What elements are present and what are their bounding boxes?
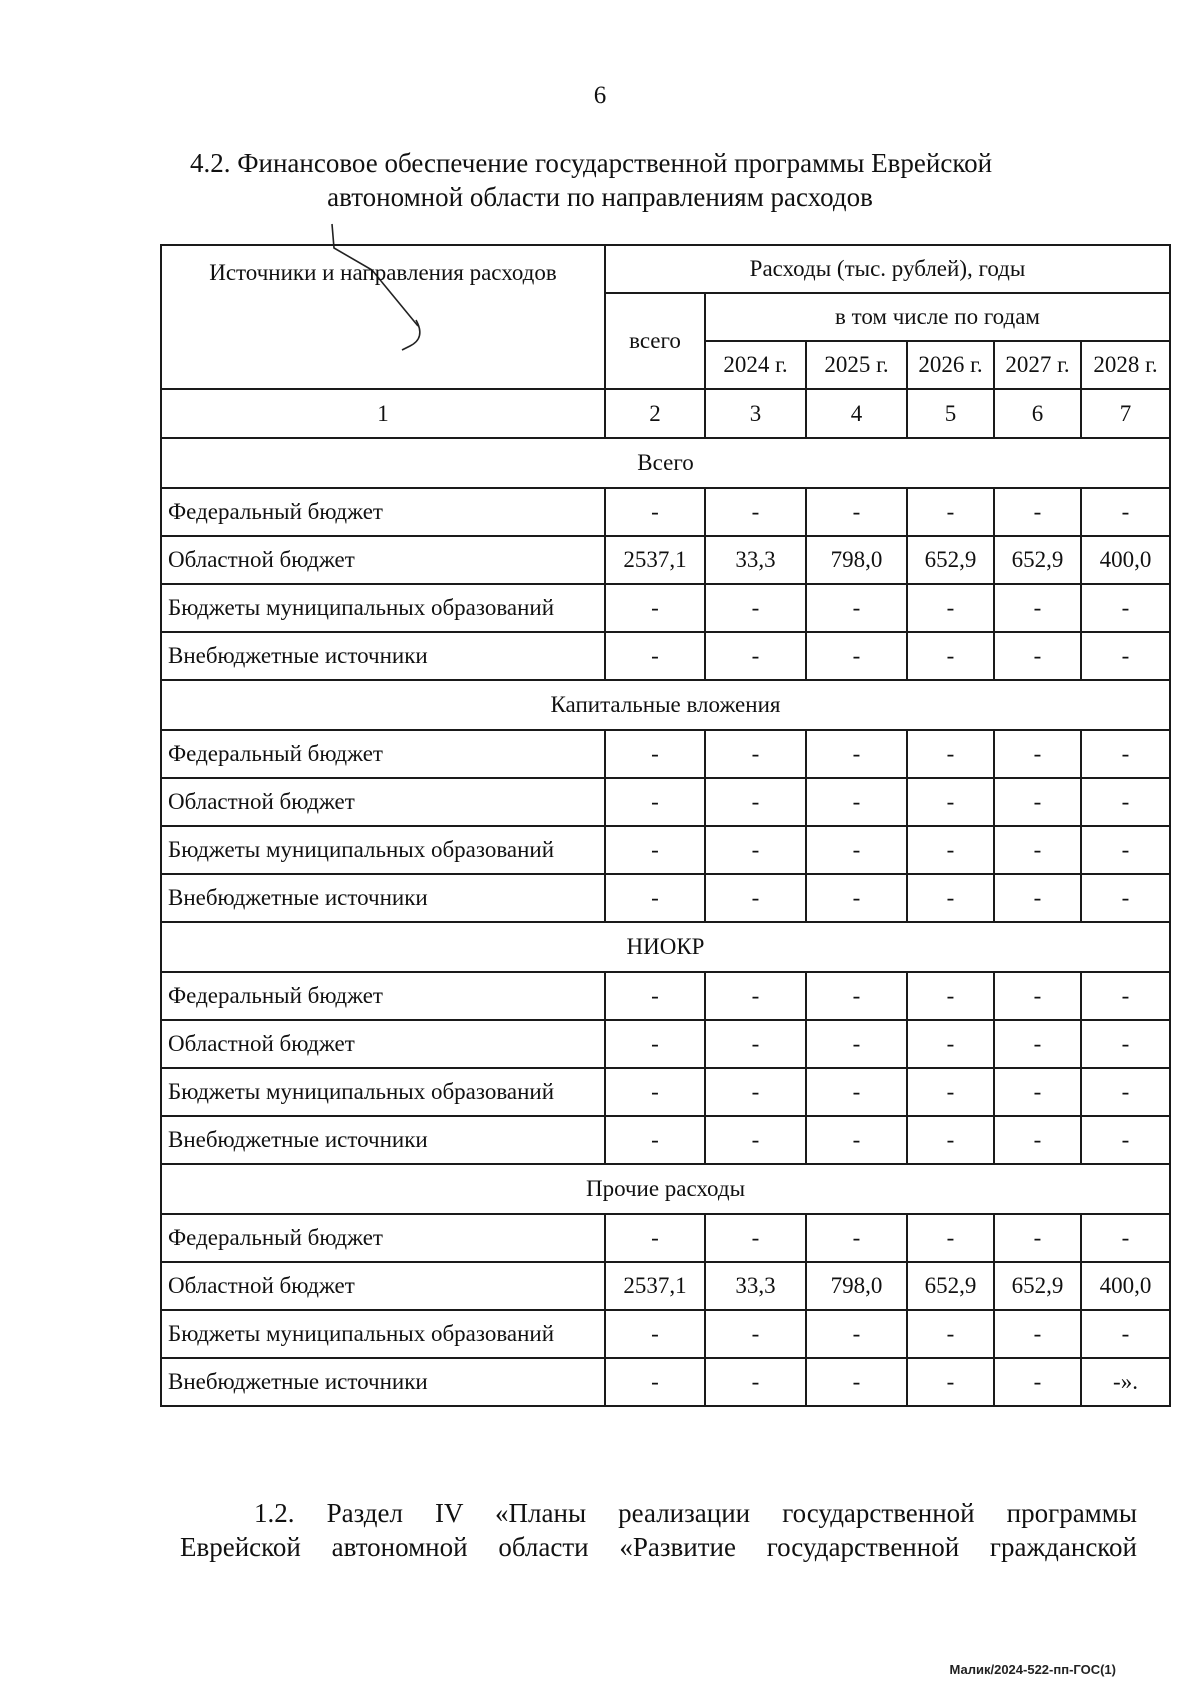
value-cell: - <box>994 972 1081 1020</box>
group-row <box>161 438 1170 488</box>
value-cell: - <box>907 972 994 1020</box>
value-cell: 798,0 <box>806 1262 907 1310</box>
value-cell: - <box>705 584 806 632</box>
value-cell: - <box>1081 632 1170 680</box>
group-row <box>161 1164 1170 1214</box>
column-number: 1 <box>161 389 605 438</box>
header-year-2028: 2028 г. <box>1081 341 1170 389</box>
group-row <box>161 680 1170 730</box>
column-number: 5 <box>907 389 994 438</box>
value-cell: - <box>994 730 1081 778</box>
value-cell: 400,0 <box>1081 536 1170 584</box>
value-cell: - <box>1081 1116 1170 1164</box>
value-cell: - <box>705 632 806 680</box>
table-row <box>161 1310 1170 1358</box>
source-cell: Федеральный бюджет <box>161 1214 605 1262</box>
value-cell: - <box>907 1068 994 1116</box>
source-cell: Бюджеты муниципальных образований <box>161 826 605 874</box>
value-cell: - <box>806 632 907 680</box>
source-cell: Областной бюджет <box>161 1020 605 1068</box>
value-cell: - <box>705 730 806 778</box>
header-expenses: Расходы (тыс. рублей), годы <box>605 245 1170 293</box>
value-cell: - <box>806 1358 907 1406</box>
page-number: 6 <box>593 82 607 109</box>
value-cell: - <box>705 488 806 536</box>
value-cell: - <box>705 1116 806 1164</box>
group-title: Всего <box>161 438 1170 488</box>
header-by-years: в том числе по годам <box>705 293 1170 341</box>
table-row <box>161 972 1170 1020</box>
table-row <box>161 1214 1170 1262</box>
value-cell: - <box>907 1358 994 1406</box>
value-cell: - <box>907 1310 994 1358</box>
value-cell: - <box>1081 972 1170 1020</box>
table-row <box>161 826 1170 874</box>
value-cell: - <box>806 1310 907 1358</box>
table-row <box>161 1020 1170 1068</box>
column-numbers-row <box>161 389 1170 438</box>
section-title-line-2: автономной области по направлениям расходов <box>327 182 873 212</box>
source-cell: Федеральный бюджет <box>161 488 605 536</box>
value-cell: 33,3 <box>705 536 806 584</box>
table-row <box>161 1068 1170 1116</box>
value-cell: - <box>705 826 806 874</box>
value-cell: - <box>806 584 907 632</box>
body-text <box>180 1496 1137 1564</box>
value-cell: - <box>907 874 994 922</box>
value-cell: - <box>1081 826 1170 874</box>
value-cell: - <box>605 632 705 680</box>
column-number: 2 <box>605 389 705 438</box>
table-row <box>161 1358 1170 1406</box>
source-cell: Бюджеты муниципальных образований <box>161 1310 605 1358</box>
body-text-line-1: 1.2. Раздел IV «Планы реализации государственной программы <box>254 1498 1137 1528</box>
value-cell: - <box>605 1020 705 1068</box>
group-title: Капитальные вложения <box>161 680 1170 730</box>
value-cell: - <box>907 826 994 874</box>
source-cell: Областной бюджет <box>161 778 605 826</box>
value-cell: - <box>994 1214 1081 1262</box>
value-cell: - <box>1081 1214 1170 1262</box>
header-sources-col: Источники и направления расходов <box>161 245 605 389</box>
group-title: Прочие расходы <box>161 1164 1170 1214</box>
value-cell: - <box>705 1068 806 1116</box>
value-cell: 652,9 <box>907 536 994 584</box>
table-row <box>161 632 1170 680</box>
source-cell: Областной бюджет <box>161 1262 605 1310</box>
value-cell: 652,9 <box>907 1262 994 1310</box>
value-cell: - <box>605 874 705 922</box>
value-cell: - <box>806 1116 907 1164</box>
table-row <box>161 536 1170 584</box>
document-code: Малик/2024-522-пп-ГОС(1) <box>949 1662 1116 1677</box>
column-number: 6 <box>994 389 1081 438</box>
value-cell: - <box>907 1116 994 1164</box>
value-cell: - <box>907 488 994 536</box>
value-cell: - <box>806 1020 907 1068</box>
source-cell: Бюджеты муниципальных образований <box>161 1068 605 1116</box>
value-cell: - <box>705 972 806 1020</box>
source-cell: Федеральный бюджет <box>161 730 605 778</box>
table-row <box>161 778 1170 826</box>
header-year-2025: 2025 г. <box>806 341 907 389</box>
header-year-2024: 2024 г. <box>705 341 806 389</box>
header-year-2026: 2026 г. <box>907 341 994 389</box>
value-cell: - <box>806 972 907 1020</box>
value-cell: - <box>994 632 1081 680</box>
value-cell: - <box>994 874 1081 922</box>
value-cell: - <box>705 1214 806 1262</box>
value-cell: 400,0 <box>1081 1262 1170 1310</box>
value-cell: - <box>605 778 705 826</box>
value-cell: 33,3 <box>705 1262 806 1310</box>
table-row <box>161 1262 1170 1310</box>
column-number: 7 <box>1081 389 1170 438</box>
value-cell: - <box>907 730 994 778</box>
column-number: 3 <box>705 389 806 438</box>
section-title <box>189 146 1000 214</box>
value-cell: - <box>806 1068 907 1116</box>
value-cell: - <box>1081 730 1170 778</box>
value-cell: - <box>806 488 907 536</box>
value-cell: - <box>806 1214 907 1262</box>
value-cell: - <box>994 488 1081 536</box>
value-cell: - <box>1081 488 1170 536</box>
value-cell: - <box>605 1358 705 1406</box>
source-cell: Бюджеты муниципальных образований <box>161 584 605 632</box>
value-cell: - <box>1081 584 1170 632</box>
value-cell: 652,9 <box>994 536 1081 584</box>
table-row <box>161 1116 1170 1164</box>
value-cell: - <box>994 778 1081 826</box>
value-cell: - <box>806 826 907 874</box>
value-cell: 2537,1 <box>605 1262 705 1310</box>
value-cell: 2537,1 <box>605 536 705 584</box>
value-cell: - <box>806 730 907 778</box>
value-cell: - <box>907 1214 994 1262</box>
financing-table <box>160 244 1171 1407</box>
value-cell: - <box>605 488 705 536</box>
table-row <box>161 730 1170 778</box>
value-cell: - <box>705 778 806 826</box>
value-cell: - <box>1081 1068 1170 1116</box>
value-cell: - <box>994 1020 1081 1068</box>
value-cell: - <box>605 1310 705 1358</box>
source-cell: Областной бюджет <box>161 536 605 584</box>
column-number: 4 <box>806 389 907 438</box>
value-cell: - <box>1081 1020 1170 1068</box>
value-cell: - <box>994 1116 1081 1164</box>
value-cell: - <box>1081 874 1170 922</box>
source-cell: Внебюджетные источники <box>161 874 605 922</box>
table-row <box>161 584 1170 632</box>
value-cell: - <box>907 778 994 826</box>
value-cell: - <box>605 972 705 1020</box>
section-title-line-1: 4.2. Финансовое обеспечение государственной программы Еврейской <box>189 148 993 178</box>
value-cell: - <box>605 1116 705 1164</box>
header-total: всего <box>605 293 705 389</box>
value-cell: - <box>605 826 705 874</box>
value-cell: - <box>994 1358 1081 1406</box>
table-row <box>161 488 1170 536</box>
value-cell: - <box>806 778 907 826</box>
value-cell: - <box>994 1310 1081 1358</box>
header-year-2027: 2027 г. <box>994 341 1081 389</box>
value-cell: 652,9 <box>994 1262 1081 1310</box>
value-cell: - <box>907 584 994 632</box>
value-cell: - <box>605 584 705 632</box>
table-row <box>161 874 1170 922</box>
value-cell: - <box>705 1020 806 1068</box>
value-cell: - <box>705 874 806 922</box>
value-cell: - <box>1081 1310 1170 1358</box>
value-cell: - <box>907 1020 994 1068</box>
value-cell: - <box>994 584 1081 632</box>
body-text-line-2: Еврейской автономной области «Развитие государственной гражданской <box>180 1532 1137 1562</box>
value-cell: - <box>1081 778 1170 826</box>
group-row <box>161 922 1170 972</box>
value-cell: - <box>705 1310 806 1358</box>
value-cell: - <box>806 874 907 922</box>
source-cell: Федеральный бюджет <box>161 972 605 1020</box>
group-title: НИОКР <box>161 922 1170 972</box>
value-cell: - <box>605 1068 705 1116</box>
value-cell: - <box>605 1214 705 1262</box>
value-cell: -». <box>1081 1358 1170 1406</box>
source-cell: Внебюджетные источники <box>161 632 605 680</box>
source-cell: Внебюджетные источники <box>161 1116 605 1164</box>
value-cell: - <box>705 1358 806 1406</box>
value-cell: - <box>907 632 994 680</box>
value-cell: - <box>994 826 1081 874</box>
value-cell: - <box>605 730 705 778</box>
source-cell: Внебюджетные источники <box>161 1358 605 1406</box>
value-cell: 798,0 <box>806 536 907 584</box>
value-cell: - <box>994 1068 1081 1116</box>
